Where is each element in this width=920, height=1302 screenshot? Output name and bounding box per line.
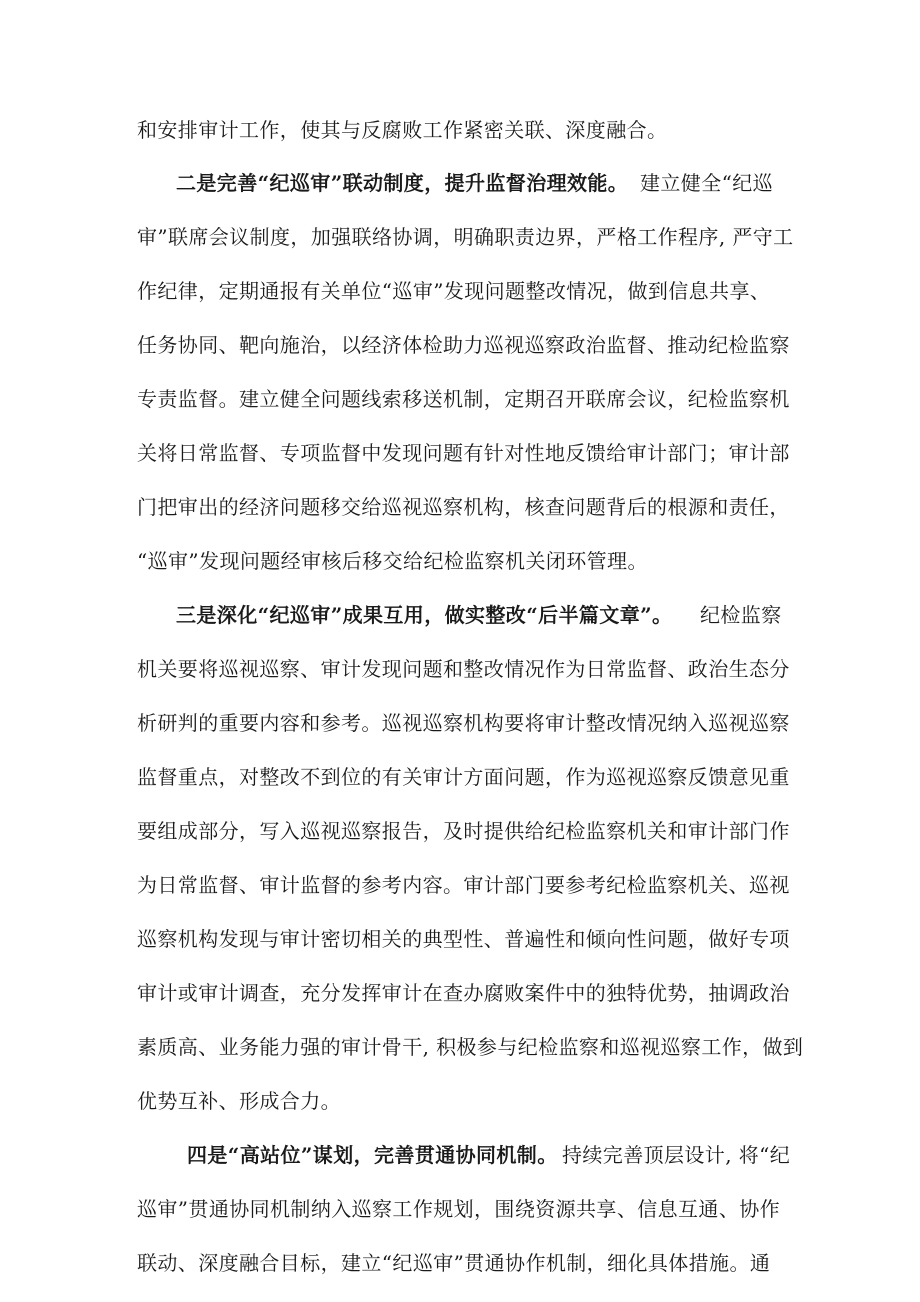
- paragraph-text: 素质高、业务能力强的审计骨干, 积极参与纪检监察和巡视巡察工作，做到: [137, 1035, 804, 1059]
- paragraph-line: [0, 1248, 920, 1302]
- paragraph-text: 巡审”贯通协同机制纳入巡察工作规划，围绕资源共享、信息互通、协作: [137, 1197, 781, 1221]
- paragraph-line: [0, 492, 920, 546]
- paragraph-line: [0, 276, 920, 330]
- paragraph-line: [0, 115, 920, 169]
- paragraph-text: 机关要将巡视巡察、审计发现问题和整改情况作为日常监督、政治生态分: [137, 657, 790, 681]
- paragraph-text: 要组成部分，写入巡视巡察报告，及时提供给纪检监察机关和审计部门作: [137, 819, 790, 843]
- paragraph-line: [0, 1086, 920, 1140]
- paragraph-line: [0, 654, 920, 708]
- section2-heading: 二是完善“纪巡审”联动制度，提升监督治理效能。: [176, 171, 629, 195]
- paragraph-text: 巡察机构发现与审计密切相关的典型性、普遍性和倾向性问题，做好专项: [137, 927, 790, 951]
- section4-lead: 持续完善顶层设计, 将“纪: [562, 1143, 791, 1167]
- paragraph-line: [0, 1032, 920, 1086]
- paragraph-text: 门把审出的经济问题移交给巡视巡察机构，核查问题背后的根源和责任，: [137, 495, 790, 519]
- paragraph-text: “巡审”发现问题经审核后移交给纪检监察机关闭环管理。: [137, 549, 648, 573]
- intro-text: 和安排审计工作，使其与反腐败工作紧密关联、深度融合。: [137, 118, 668, 142]
- paragraph-line: [0, 870, 920, 924]
- section2-first-line: [0, 168, 920, 222]
- paragraph-text: 作纪律，定期通报有关单位“巡审”发现问题整改情况，做到信息共享、: [137, 279, 771, 303]
- paragraph-text: 专责监督。建立健全问题线索移送机制，定期召开联席会议，纪检监察机: [137, 387, 790, 411]
- paragraph-text: 关将日常监督、专项监督中发现问题有针对性地反馈给审计部门；审计部: [137, 441, 790, 465]
- paragraph-line: [0, 438, 920, 492]
- paragraph-text: 为日常监督、审计监督的参考内容。审计部门要参考纪检监察机关、巡视: [137, 873, 790, 897]
- paragraph-line: [0, 978, 920, 1032]
- paragraph-text: 审”联席会议制度，加强联络协调，明确职责边界，严格工作程序, 严守工: [137, 225, 794, 249]
- section4-heading: 四是“高站位”谋划，完善贯通协同机制。: [187, 1143, 558, 1167]
- paragraph-text: 析研判的重要内容和参考。巡视巡察机构要将审计整改情况纳入巡视巡察: [137, 711, 790, 735]
- paragraph-text: 审计或审计调查，充分发挥审计在查办腐败案件中的独特优势，抽调政治: [137, 981, 790, 1005]
- paragraph-text: 联动、深度融合目标，建立“纪巡审”贯通协作机制，细化具体措施。通: [137, 1251, 771, 1275]
- paragraph-line: [0, 222, 920, 276]
- section3-heading: 三是深化“纪巡审”成果互用，做实整改“后半篇文章”。: [176, 603, 673, 627]
- section3-first-line: [0, 600, 920, 654]
- paragraph-line: [0, 330, 920, 384]
- paragraph-line: [0, 546, 920, 600]
- paragraph-line: [0, 384, 920, 438]
- paragraph-text: 优势互补、形成合力。: [137, 1089, 341, 1113]
- section2-lead: 建立健全“纪巡: [640, 171, 774, 195]
- paragraph-line: [0, 816, 920, 870]
- section4-first-line: [0, 1140, 920, 1194]
- paragraph-line: [0, 762, 920, 816]
- paragraph-line: [0, 1194, 920, 1248]
- paragraph-line: [0, 924, 920, 978]
- paragraph-line: [0, 708, 920, 762]
- paragraph-text: 监督重点，对整改不到位的有关审计方面问题，作为巡视巡察反馈意见重: [137, 765, 790, 789]
- paragraph-text: 任务协同、靶向施治，以经济体检助力巡视巡察政治监督、推动纪检监察: [137, 333, 790, 357]
- section3-lead: 纪检监察: [700, 603, 782, 627]
